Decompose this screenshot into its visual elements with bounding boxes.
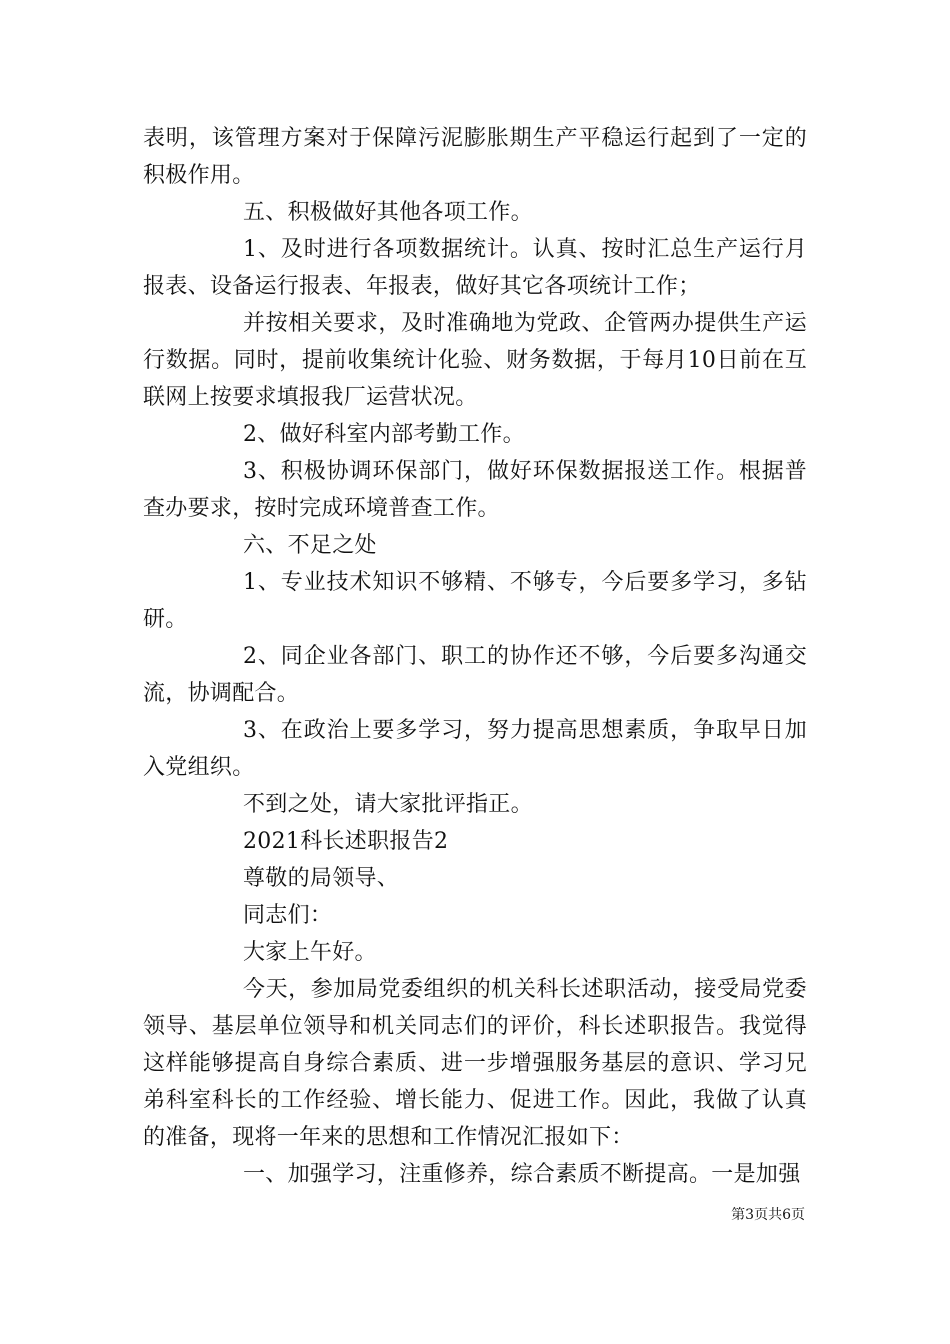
page-number: 第3页共6页 <box>731 1207 805 1223</box>
paragraph-7: 六、不足之处 <box>243 533 377 558</box>
greeting: 大家上午好。 <box>243 940 377 965</box>
paragraph-16: 今天，参加局党委组织的机关科长述职活动，接受局党委领导、基层单位领导和机关同志们的评价，科长述职报告。我觉得这样能够提高自身综合素质、进一步增强服务基层的意识、学习兄弟科室科长的工作经验、增长能力、促进工作。因此，我做了认真的准备，现将一年来的思想和工作情况汇报如下： <box>143 977 807 1150</box>
section-heading: 2021科长述职报告2 <box>243 829 449 854</box>
paragraph-6: 3、积极协调环保部门，做好环保数据报送工作。根据普查办要求，按时完成环境普查工作。 <box>143 459 807 521</box>
paragraph-3: 1、及时进行各项数据统计。认真、按时汇总生产运行月报表、设备运行报表、年报表，做好其它各项统计工作； <box>143 237 807 299</box>
salutation-2: 同志们： <box>243 903 333 928</box>
paragraph-2: 五、积极做好其他各项工作。 <box>243 200 533 225</box>
paragraph-10: 3、在政治上要多学习，努力提高思想素质，争取早日加入党组织。 <box>143 718 807 780</box>
document-body <box>143 120 807 1193</box>
paragraph-5: 2、做好科室内部考勤工作。 <box>243 422 525 447</box>
paragraph-4: 并按相关要求，及时准确地为党政、企管两办提供生产运行数据。同时，提前收集统计化验、财务数据，于每月10日前在互联网上按要求填报我厂运营状况。 <box>143 311 807 410</box>
paragraph-11: 不到之处，请大家批评指正。 <box>243 792 533 817</box>
paragraph-1: 表明，该管理方案对于保障污泥膨胀期生产平稳运行起到了一定的积极作用。 <box>143 126 807 188</box>
paragraph-8: 1、专业技术知识不够精、不够专，今后要多学习，多钻研。 <box>143 570 807 632</box>
salutation-1: 尊敬的局领导、 <box>243 866 400 891</box>
paragraph-17: 一、加强学习，注重修养，综合素质不断提高。一是加强 <box>243 1162 801 1187</box>
paragraph-9: 2、同企业各部门、职工的协作还不够，今后要多沟通交流，协调配合。 <box>143 644 807 706</box>
